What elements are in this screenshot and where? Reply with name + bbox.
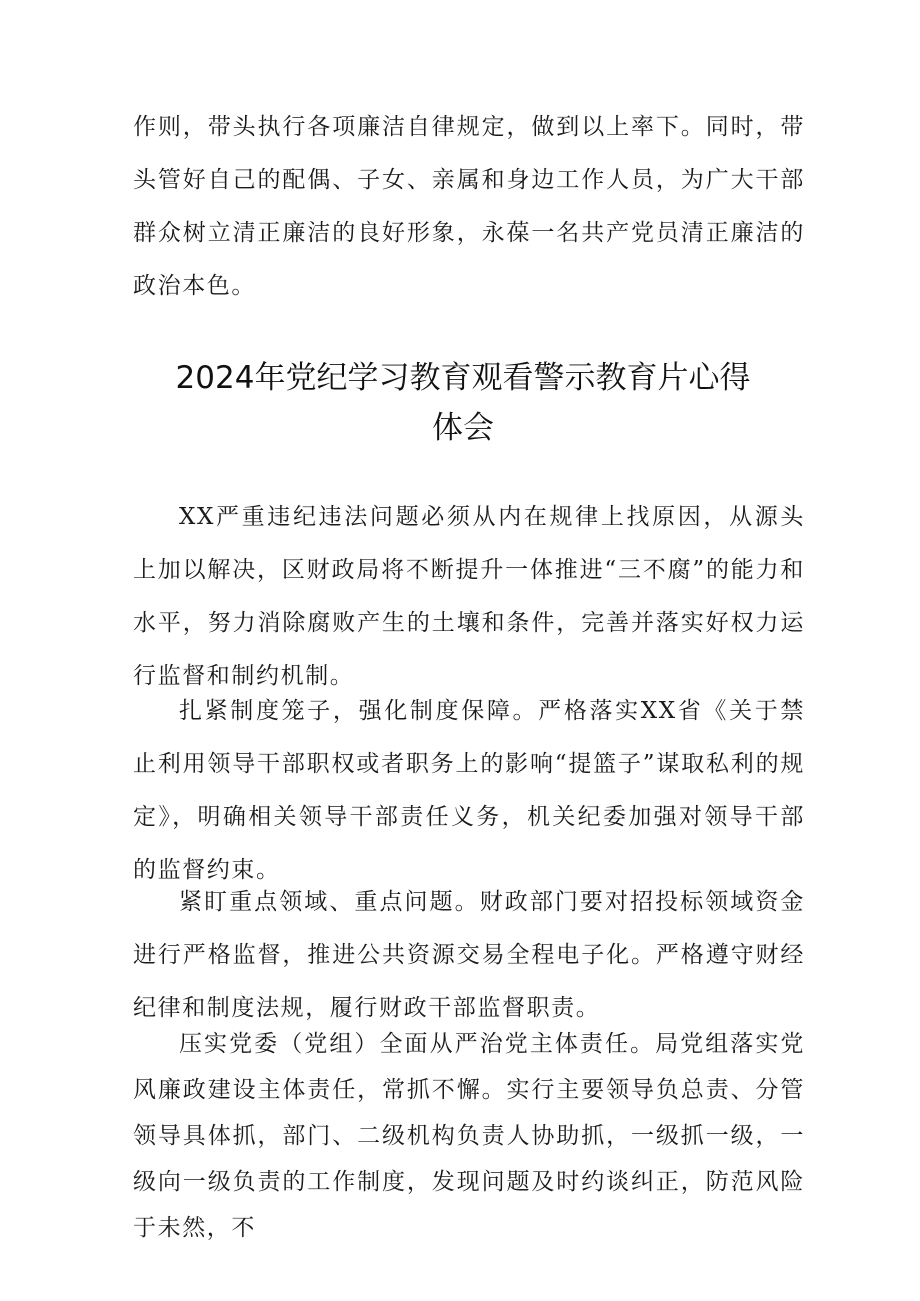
body-paragraph-3: 紧盯重点领域、重点问题。财政部门要对招投标领域资金进行严格监督，推进公共资源交易全程电子化。严格遵守财经纪律和制度法规，履行财政干部监督职责。 [133, 889, 805, 1021]
intro-paragraph: 作则，带头执行各项廉洁自律规定，做到以上率下。同时，带头管好自己的配偶、子女、亲属和身边工作人员，为广大干部群众树立清正廉洁的良好形象，永葆一名共产党员清正廉洁的政治本色。 [133, 114, 805, 299]
body-paragraph-1: XX严重违纪违法问题必须从内在规律上找原因，从源头上加以解决，区财政局将不断提升一体推进“三不腐”的能力和水平，努力消除腐败产生的土壤和条件，完善并落实好权力运行监督和制约机制。 [133, 504, 805, 689]
title-line-2: 体会 [432, 410, 494, 446]
body-paragraph-4: 压实党委（党组）全面从严治党主体责任。局党组落实党风廉政建设主体责任，常抓不懈。实行主要领导负总责、分管领导具体抓，部门、二级机构负责人协助抓，一级抓一级，一级向一级负责的工作制度，发现问题及时约谈纠正，防范风险于未然，不 [133, 1031, 805, 1241]
body-paragraph-2: 扎紧制度笼子，强化制度保障。严格落实XX省《关于禁止利用领导干部职权或者职务上的影响“提篮子”谋取私利的规定》，明确相关领导干部责任义务，机关纪委加强对领导干部的监督约束。 [133, 698, 805, 883]
document-title [133, 353, 793, 453]
title-line-1: 2024年党纪学习教育观看警示教育片心得 [175, 360, 751, 396]
